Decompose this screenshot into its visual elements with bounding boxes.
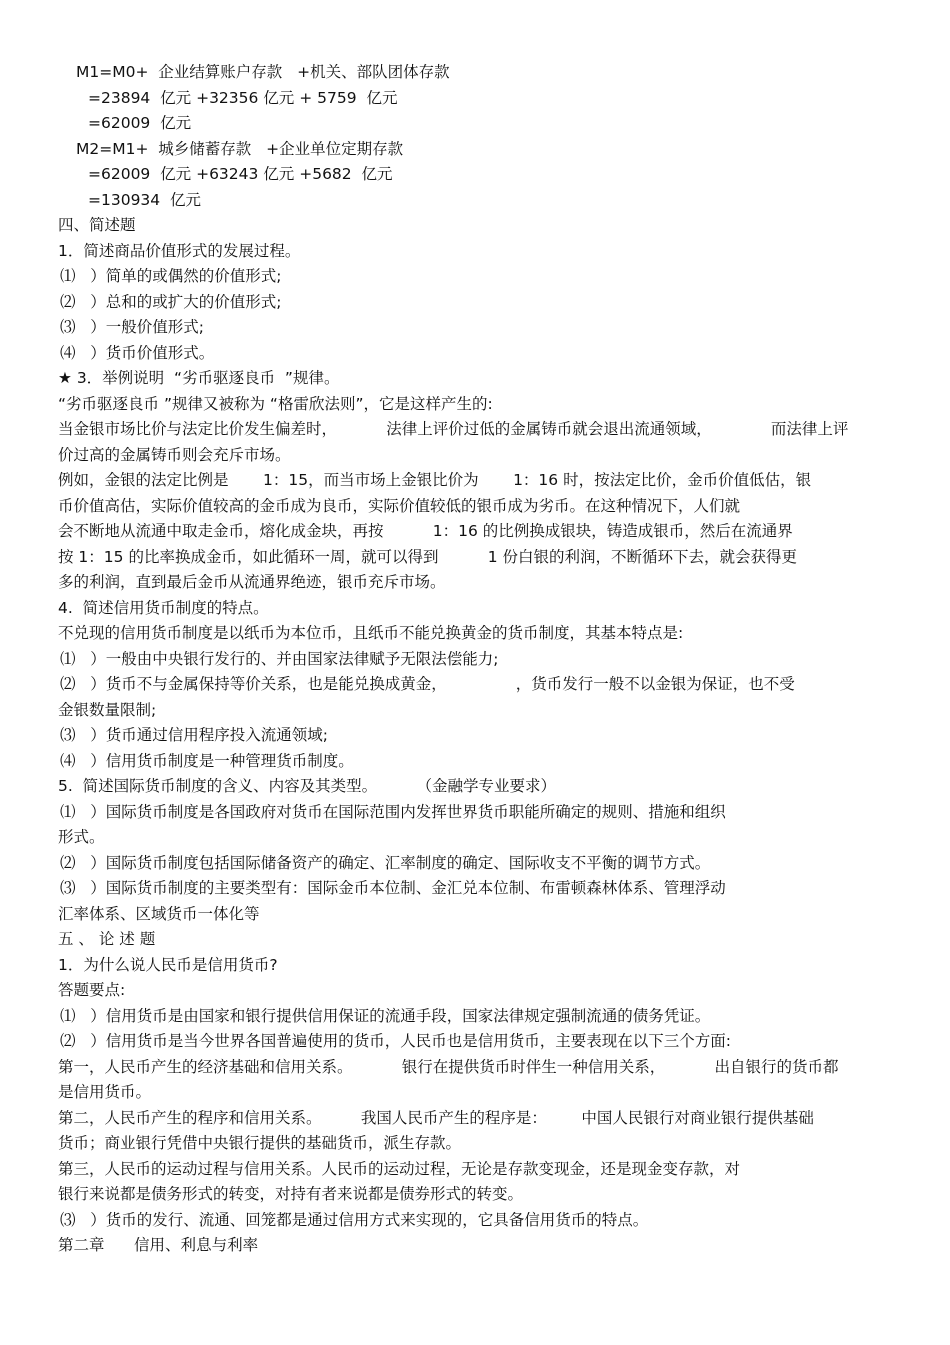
text-line: ⑶ ）一般价值形式;: [60, 318, 205, 336]
text-line: 金银数量限制;: [58, 700, 157, 719]
text-line: 第三，人民币的运动过程与信用关系。人民币的运动过程，无论是存款变现金，还是现金变存款，对: [58, 1159, 741, 1178]
text-line: 价过高的金属铸币则会充斥市场。: [58, 445, 291, 464]
text-line: 会不断地从流通中取走金币，熔化成金块，再按 1：16 的比例换成银块，铸造成银币，然后在流通界: [58, 522, 793, 540]
text-line: 形式。: [58, 828, 105, 846]
text-line: 五 、 论 述 题: [58, 930, 156, 948]
text-line: 第一，人民币产生的经济基础和信用关系。 银行在提供货币时伴生一种信用关系， 出自银行的货币都: [58, 1057, 839, 1076]
text-line: 4. 简述信用货币制度的特点。: [58, 598, 269, 617]
text-line: M1=M0+ 企业结算账户存款 +机关、部队团体存款: [76, 63, 450, 81]
text-line: 币价值高估，实际价值较高的金币成为良币，实际价值较低的银币成为劣币。在这种情况下，人们就: [58, 496, 741, 515]
text-line: 1．简述商品价值形式的发展过程。: [58, 241, 301, 260]
text-line: ⑶ ）货币的发行、流通、回笼都是通过信用方式来实现的，它具备信用货币的特点。: [60, 1210, 649, 1229]
document-page: [58, 60, 890, 1259]
text-line: ⑷ ）货币价值形式。: [60, 343, 215, 362]
text-line: ⑴ ）简单的或偶然的价值形式;: [60, 267, 282, 285]
text-line: ⑵ ）信用货币是当今世界各国普遍使用的货币，人民币也是信用货币，主要表现在以下三个方面:: [60, 1032, 732, 1050]
text-line: =23894 亿元 +32356 亿元 + 5759 亿元: [88, 88, 398, 107]
text-line: ⑷ ）信用货币制度是一种管理货币制度。: [60, 751, 354, 770]
text-line: “劣币驱逐良币 ”规律又被称为 “格雷欣法则”，它是这样产生的:: [58, 394, 493, 413]
text-line: 四、简述题: [58, 216, 136, 234]
text-line: 货币；商业银行凭借中央银行提供的基础货币，派生存款。: [58, 1134, 462, 1152]
text-line: 例如，金银的法定比例是 1：15，而当市场上金银比价为 1：16 时，按法定比价，金币价值低估，银: [58, 471, 812, 489]
text-line: ⑵ ）货币不与金属保持等价关系，也是能兑换成黄金， ，货币发行一般不以金银为保证，也不受: [60, 675, 795, 693]
text-line: ⑶ ）货币通过信用程序投入流通领域;: [60, 726, 329, 744]
text-line: 银行来说都是债务形式的转变，对持有者来说都是债券形式的转变。: [58, 1185, 524, 1203]
text-line: 多的利润，直到最后金币从流通界绝迹，银币充斥市场。: [58, 573, 446, 591]
text-line: 第二，人民币产生的程序和信用关系。 我国人民币产生的程序是： 中国人民银行对商业银行提供基础: [58, 1108, 814, 1127]
text-line: 汇率体系、区域货币一体化等: [58, 904, 260, 923]
text-line: ⑴ ）国际货币制度是各国政府对货币在国际范围内发挥世界货币职能所确定的规则、措施和组织: [60, 802, 726, 821]
text-line: 是信用货币。: [58, 1083, 152, 1101]
text-line: 不兑现的信用货币制度是以纸币为本位币，且纸币不能兑换黄金的货币制度，其基本特点是:: [58, 624, 684, 642]
text-line: ⑵ ）国际货币制度包括国际储备资产的确定、汇率制度的确定、国际收支不平衡的调节方式。: [60, 853, 711, 872]
text-line: ⑵ ）总和的或扩大的价值形式;: [60, 292, 282, 311]
text-line: ⑴ ）信用货币是由国家和银行提供信用保证的流通手段，国家法律规定强制流通的债务凭证。: [60, 1006, 711, 1025]
text-line: =130934 亿元: [88, 190, 202, 209]
text-line: 1．为什么说人民币是信用货币?: [58, 955, 278, 974]
text-line: =62009 亿元: [88, 114, 192, 132]
text-line: ★ 3．举例说明 “劣币驱逐良币 ”规律。: [58, 369, 340, 387]
text-line: 答题要点:: [58, 981, 126, 999]
text-line: ⑴ ）一般由中央银行发行的、并由国家法律赋予无限法偿能力;: [60, 649, 499, 668]
text-line: 第二章 信用、利息与利率: [58, 1236, 259, 1254]
text-line: 当金银市场比价与法定比价发生偏差时， 法律上评价过低的金属铸币就会退出流通领域， 而法律上评: [58, 420, 849, 438]
text-line: =62009 亿元 +63243 亿元 +5682 亿元: [88, 165, 393, 183]
text-line: M2=M1+ 城乡储蓄存款 +企业单位定期存款: [76, 139, 404, 158]
text-line: 5. 简述国际货币制度的含义、内容及其类型。 （金融学专业要求）: [58, 777, 557, 795]
text-line: ⑶ ）国际货币制度的主要类型有：国际金币本位制、金汇兑本位制、布雷顿森林体系、管理浮动: [60, 879, 726, 897]
text-line: 按 1：15 的比率换成金币，如此循环一周，就可以得到 1 份白银的利润，不断循环下去，就会获得更: [58, 547, 798, 566]
